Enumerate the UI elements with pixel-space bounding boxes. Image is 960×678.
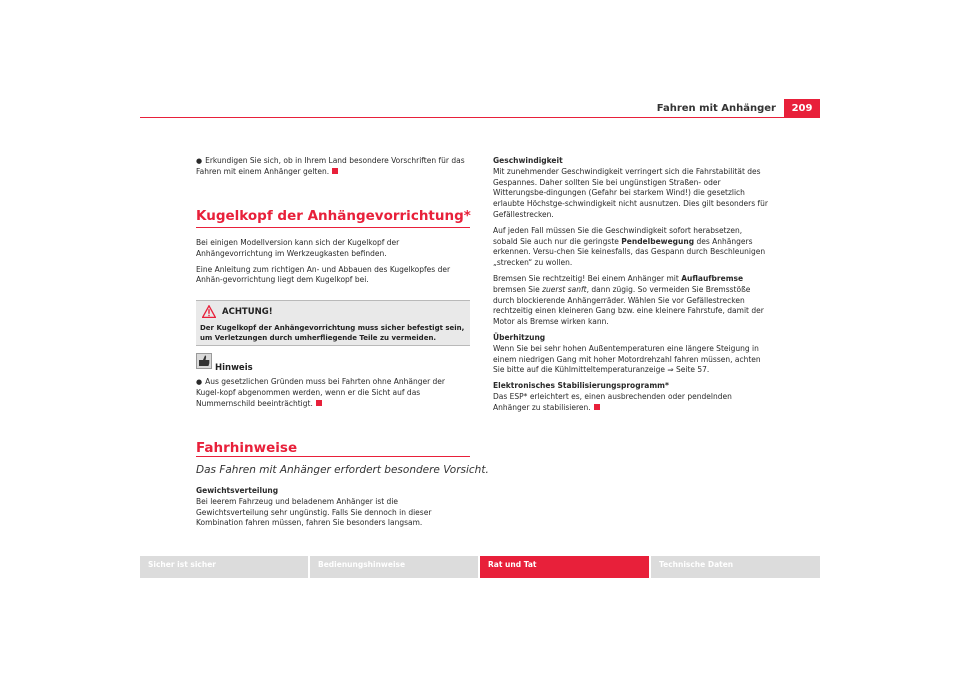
page-number: 209: [784, 99, 820, 117]
warning-box: [196, 300, 470, 346]
emphasis: Auflaufbremse: [681, 273, 744, 283]
footer-tab-technische-daten[interactable]: [651, 556, 820, 578]
text: des Anhängers erkennen. Versu-chen Sie keinesfalls, das Gespann durch Beschleunigen „strecken“ zu wollen.: [493, 236, 766, 268]
paragraph: Bei einigen Modellversion kann sich der Kugelkopf der Anhängevorrichtung im Werkzeugkasten befinden.: [196, 238, 400, 258]
paragraph: Wenn Sie bei sehr hohen Außentemperaturen eine längere Steigung in einem niedrigen Gang mit hoher Motordrehzahl fahren müssen, achten Sie bitte auf die Kühlmitteltemperaturanzeige ⇒ Seite 57.: [493, 343, 761, 375]
section1-body: [196, 238, 470, 291]
header-rule: [140, 117, 820, 118]
paragraph: [493, 392, 769, 414]
text: Auf jeden Fall müssen Sie die Geschwindigkeit sofort herabsetzen, sobald Sie auch nur die geringste: [493, 225, 743, 246]
section-title-fahrhinweise: Fahrhinweise: [196, 440, 298, 456]
subheading-gewichtsverteilung: Gewichtsverteilung: [196, 486, 279, 495]
footer-tab-label: Technische Daten: [659, 560, 734, 569]
warning-title: ACHTUNG!: [222, 307, 273, 317]
text: Das ESP* erleichtert es, einen ausbrechenden oder pendelnden Anhänger zu stabilisieren.: [493, 391, 732, 412]
warning-text: Der Kugelkopf der Anhängevorrichtung muss sicher befestigt sein, um Verletzungen durch umherfliegende Teile zu vermeiden.: [200, 324, 465, 342]
paragraph: Bei leerem Fahrzeug und beladenem Anhänger ist die Gewichtsverteilung sehr ungünstig. Falls Sie dennoch in dieser Kombination fahren müssen, fahren Sie besonders langsam.: [196, 496, 432, 528]
section-rule: [196, 456, 470, 457]
footer-tab-sicher[interactable]: [140, 556, 308, 578]
footer-tab-rat-und-tat[interactable]: [480, 556, 649, 578]
end-mark-icon: [316, 400, 322, 406]
footer-tab-label: Rat und Tat: [488, 560, 537, 569]
end-mark-icon: [332, 168, 338, 174]
paragraph: [493, 274, 769, 328]
right-column: [493, 156, 769, 414]
text: Bremsen Sie rechtzeitig! Bei einem Anhänger mit: [493, 273, 682, 283]
bullet-icon: ●: [196, 157, 203, 165]
bullet-icon: ●: [196, 378, 203, 386]
paragraph: [493, 226, 769, 269]
intro-bullet-text: Erkundigen Sie sich, ob in Ihrem Land besondere Vorschriften für das Fahren mit einem Anhänger gelten.: [196, 156, 465, 176]
running-header-title: Fahren mit Anhänger: [656, 103, 776, 114]
text: , dann zügig. So vermeiden Sie Bremsstöße durch blockierende Anhängerräder. Wählen Sie vor Gefällestrecken rechtzeitig einen kleineren Gang bzw. eine kleinere Fahrstufe, damit der Motor als Bremse wirken kann.: [493, 284, 764, 327]
section-title-kugelkopf: Kugelkopf der Anhängevorrichtung*: [196, 208, 471, 224]
note-title: Hinweis: [215, 363, 253, 373]
subheading-esp: Elektronisches Stabilisierungsprogramm*: [493, 381, 669, 391]
subheading-ueberhitzung: Überhitzung: [493, 332, 546, 342]
note-bullet: [196, 377, 470, 409]
paragraph: Eine Anleitung zum richtigen An- und Abbauen des Kugelkopfes der Anhän-gevorrichtung liegt dem Kugelkopf bei.: [196, 264, 451, 285]
warning-triangle-icon: [202, 305, 216, 318]
section-subtitle: Das Fahren mit Anhänger erfordert besondere Vorsicht.: [196, 464, 489, 476]
italic-text: zuerst sanft: [542, 284, 587, 294]
text: bremsen Sie: [493, 284, 543, 294]
note-bullet-text: Aus gesetzlichen Gründen muss bei Fahrten ohne Anhänger der Kugel-kopf abgenommen werden, wenn er die Sicht auf das Nummernschild beeinträchtigt.: [196, 377, 446, 408]
intro-bullet: [196, 156, 470, 178]
weight-block: [196, 486, 470, 529]
footer-tab-label: Bedienungshinweise: [318, 560, 406, 569]
subheading-geschwindigkeit: Geschwindigkeit: [493, 156, 563, 165]
note-icon: [196, 353, 212, 369]
emphasis: Pendelbewegung: [621, 236, 695, 246]
paragraph: Mit zunehmender Geschwindigkeit verringert sich die Fahrstabilität des Gespannes. Daher sollten Sie bei ungünstigen Straßen- oder Witterungsbe-dingungen (Gefahr bei starkem Wind!) die gesetzlich erlaubte Höchstge-schwindigkeit nicht ausnutzen. Dies gilt besonders für Gefällestrecken.: [493, 166, 769, 219]
footer-tab-label: Sicher ist sicher: [148, 560, 216, 569]
end-mark-icon: [594, 404, 600, 410]
section-rule: [196, 227, 470, 228]
footer-tab-bedienung[interactable]: [310, 556, 478, 578]
